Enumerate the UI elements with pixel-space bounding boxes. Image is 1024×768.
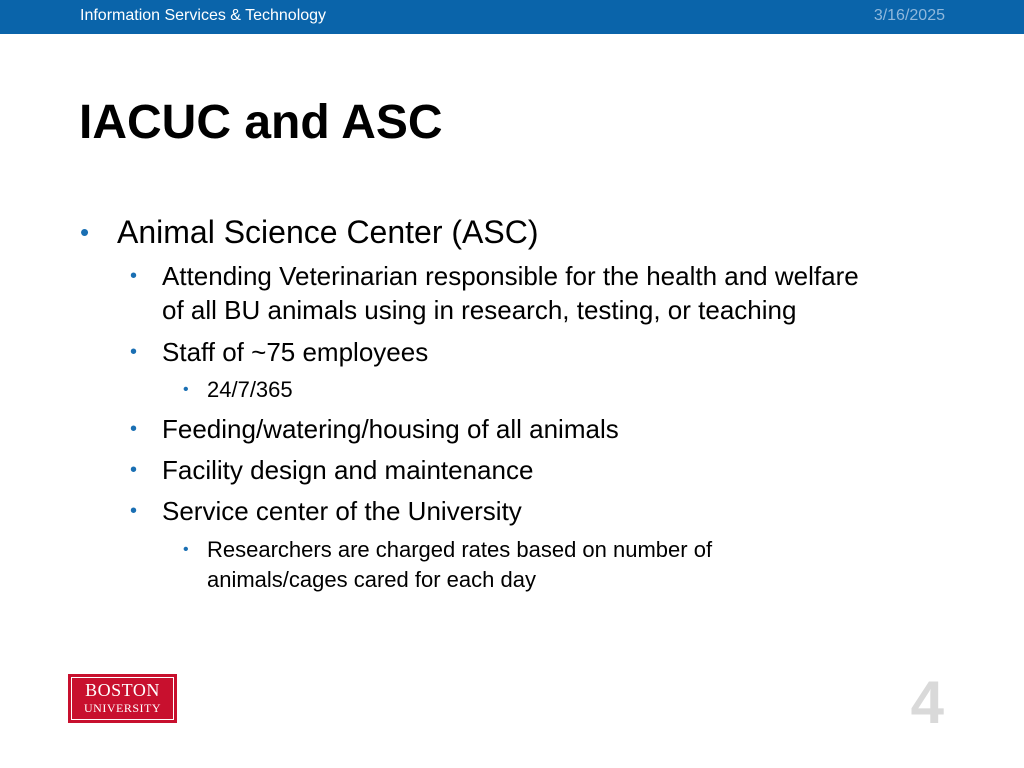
- bullet-dot: •: [183, 541, 189, 558]
- bullet-attending-veterinarian-line1: Attending Veterinarian responsible for the health and welfare: [162, 261, 859, 291]
- bullet-attending-veterinarian-line2: of all BU animals using in research, testing, or teaching: [162, 295, 797, 325]
- bullet-feeding: Feeding/watering/housing of all animals: [162, 414, 619, 444]
- bullet-staff: Staff of ~75 employees: [162, 337, 429, 367]
- header-title: Information Services & Technology: [80, 7, 327, 24]
- bullet-service-center: Service center of the University: [162, 496, 522, 526]
- header-bar: [0, 0, 1024, 34]
- bullet-dot: •: [130, 265, 138, 287]
- slide-title: IACUC and ASC: [79, 96, 443, 149]
- bullet-dot: •: [130, 459, 138, 481]
- page-number: 4: [910, 669, 944, 736]
- bullet-researchers-line2: animals/cages cared for each day: [207, 567, 536, 592]
- boston-university-logo: [68, 674, 177, 723]
- header-date: 3/16/2025: [873, 7, 945, 24]
- bullet-dot: •: [130, 341, 138, 363]
- bullet-researchers-line1: Researchers are charged rates based on number of: [207, 537, 713, 562]
- bullet-dot: •: [183, 381, 189, 398]
- bullet-dot: •: [130, 500, 138, 522]
- bullet-animal-science-center: Animal Science Center (ASC): [117, 214, 539, 250]
- bullet-facility: Facility design and maintenance: [162, 455, 534, 485]
- logo-line-boston: BOSTON: [85, 680, 160, 700]
- bullet-dot: •: [80, 217, 90, 247]
- bullet-24-7-365: 24/7/365: [207, 377, 293, 402]
- bullet-dot: •: [130, 418, 138, 440]
- logo-line-university: UNIVERSITY: [84, 701, 161, 715]
